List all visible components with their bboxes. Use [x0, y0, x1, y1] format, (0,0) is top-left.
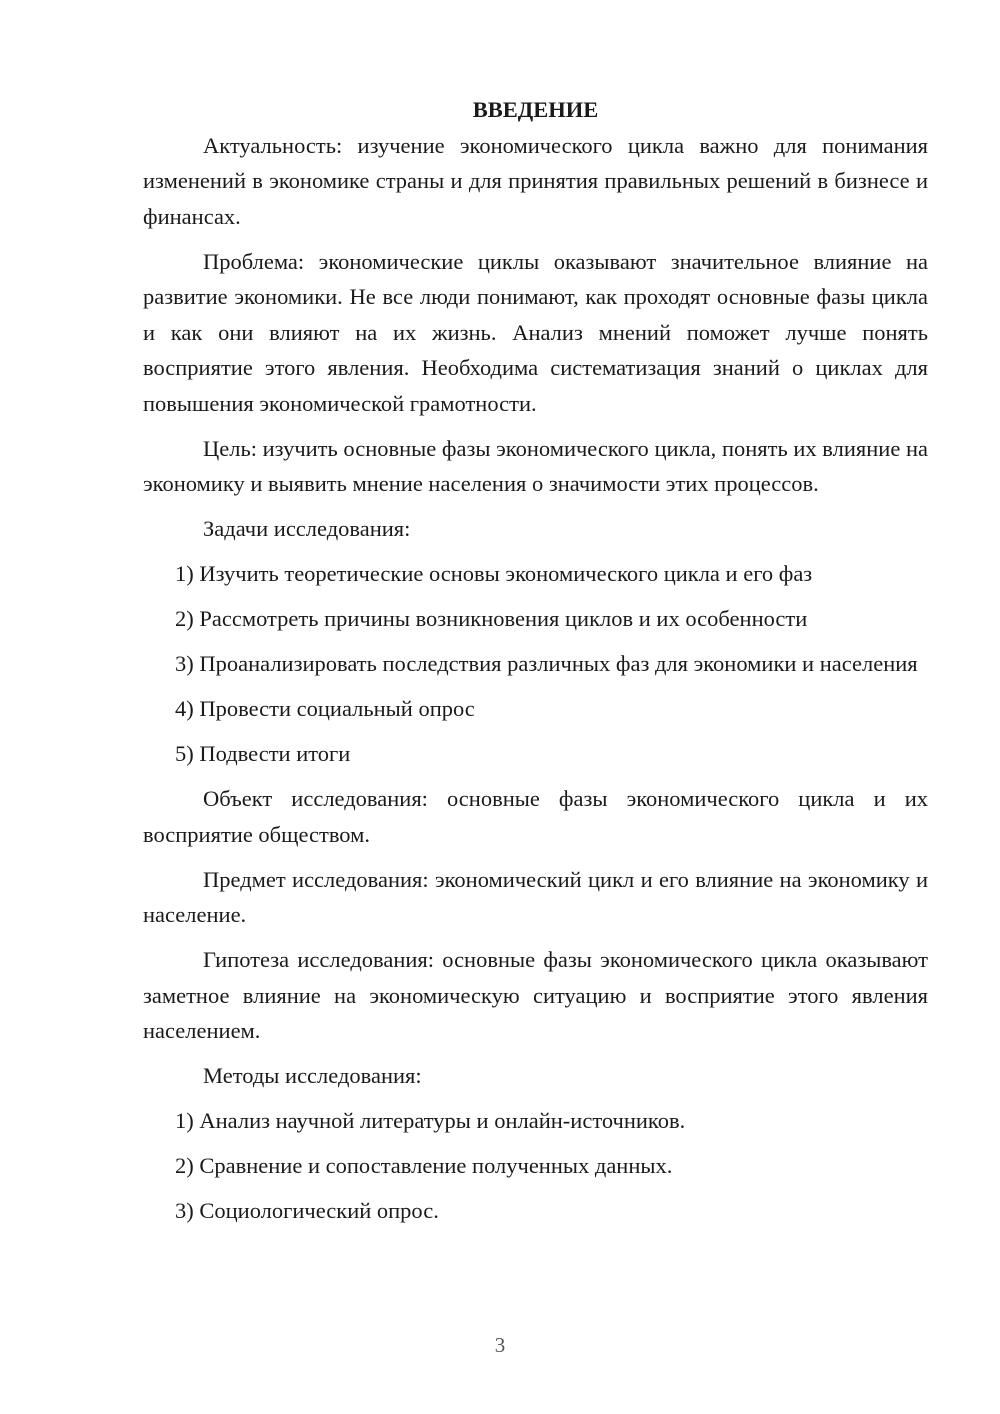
methods-heading: Методы исследования: [203, 1063, 422, 1088]
paragraph-problem: Проблема: экономические циклы оказывают значительное влияние на развитие экономики. Не все люди понимают, как проходят основные фазы цикла и как они влияют на их жизнь. Анализ мнений поможет лучше понять восприятие этого явления. Необходима систематизация знаний о циклах для повышения экономической грамотности. [143, 248, 928, 416]
task-item-5: 5) Подвести итоги [175, 741, 351, 766]
paragraph-object: Объект исследования: основные фазы экономического цикла и их восприятие обществом. [143, 786, 928, 847]
page-content [143, 92, 928, 1238]
task-item-2: 2) Рассмотреть причины возникновения циклов и их особенности [175, 606, 808, 631]
method-item-1: 1) Анализ научной литературы и онлайн-источников. [175, 1108, 686, 1133]
method-item-2: 2) Сравнение и сопоставление полученных данных. [175, 1153, 673, 1178]
task-item-4: 4) Провести социальный опрос [175, 696, 475, 721]
method-item-3: 3) Социологический опрос. [175, 1198, 439, 1223]
tasks-heading: Задачи исследования: [203, 516, 411, 541]
page-number: 3 [494, 1333, 506, 1357]
task-item-3: 3) Проанализировать последствия различных фаз для экономики и населения [175, 651, 918, 676]
paragraph-goal: Цель: изучить основные фазы экономического цикла, понять их влияние на экономику и выявить мнение населения о значимости этих процессов. [143, 435, 928, 496]
section-title: ВВЕДЕНИЕ [472, 97, 599, 122]
task-item-1: 1) Изучить теоретические основы экономического цикла и его фаз [175, 561, 813, 586]
paragraph-relevance: Актуальность: изучение экономического цикла важно для понимания изменений в экономике страны и для принятия правильных решений в бизнесе и финансах. [143, 132, 928, 229]
paragraph-hypothesis: Гипотеза исследования: основные фазы экономического цикла оказывают заметное влияние на экономическую ситуацию и восприятие этого явления населением. [143, 947, 928, 1043]
paragraph-subject: Предмет исследования: экономический цикл и его влияние на экономику и население. [143, 866, 928, 927]
